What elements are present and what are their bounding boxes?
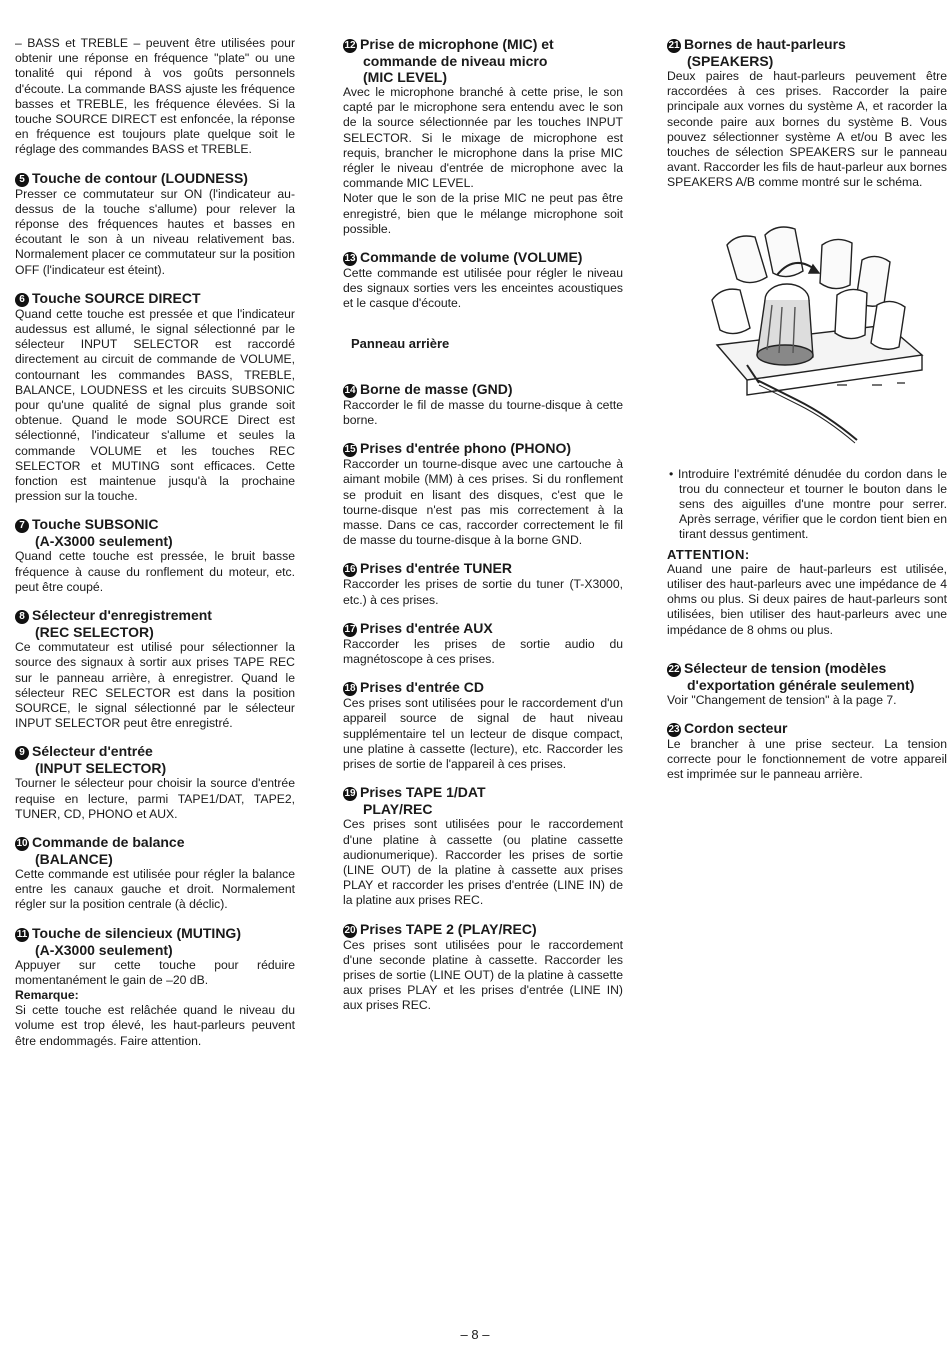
section-volume xyxy=(343,249,623,312)
section-note: Noter que le son de la prise MIC ne peut pas être enregistré, bien que le mélange microphone soit possible. xyxy=(343,191,623,236)
heading-text: Borne de masse (GND) xyxy=(360,380,513,397)
section-heading xyxy=(15,743,295,760)
heading-text: Sélecteur d'enregistrement xyxy=(32,607,212,624)
section-body: Ces prises sont utilisées pour le raccordement d'un appareil source de signal de haut niveau supplémentaire tel un lecteur de disque compact, une platine à cassette (lecture), etc. Raccorder les prises de sortie de l'appareil à ces prises. xyxy=(343,696,623,772)
section-heading xyxy=(15,925,295,942)
number-badge-icon: 7 xyxy=(15,519,29,533)
number-badge-icon: 12 xyxy=(344,40,356,51)
intro-paragraph: – BASS et TREBLE – peuvent être utilisées pour obtenir une réponse en fréquence "plate" ou une tonalité qui répond à vos goûts personnels d'écoute. La commande BASS ajuste les fréquence basses et TREBLE, les fréquence élevées. Si la touche SOURCE DIRECT est enfoncée, la réponse en fréquence est toujours plate quelque soit le réglage des commandes BASS et TREBLE. xyxy=(15,36,295,157)
section-balance xyxy=(15,834,295,913)
number-badge-icon: 20 xyxy=(344,924,356,936)
section-body: Raccorder un tourne-disque avec une cartouche à aimant mobile (MM) à ces prises. Si du ronflement se produit en lisant des disques, c'est que le tourne-disque n'est pas mis correctement à la masse. Dans ce cas, raccorder correctement le fil de masse du tourne-disque à la borne GND. xyxy=(343,457,623,548)
section-body: Avec le microphone branché à cette prise, le son capté par le microphone sera entendu avec le son de la source sélectionnée par les touches INPUT SELECTOR. Si le mixage de microphone est requis, brancher le microphone dans la prise MIC régler le niveau d'entrée de microphone avec la commande MIC LEVEL. xyxy=(343,85,623,191)
section-body: Le brancher à une prise secteur. La tension correcte pour le fonctionnement de votre appareil est imprimée sur le panneau arrière. xyxy=(667,737,947,782)
column-left xyxy=(15,36,295,1061)
heading-text: Prises TAPE 2 (PLAY/REC) xyxy=(360,920,537,937)
section-heading xyxy=(343,784,623,801)
section-subheading: PLAY/REC xyxy=(363,801,433,818)
section-voltage-selector xyxy=(667,660,947,708)
section-subheading: (A-X3000 seulement) xyxy=(35,941,173,958)
section-heading xyxy=(15,290,295,307)
number-badge-icon: 11 xyxy=(16,928,28,940)
section-heading xyxy=(343,560,623,577)
heading-text: Prises d'entrée phono (PHONO) xyxy=(360,440,572,457)
section-body: Raccorder les prises de sortie du tuner (T-X3000, etc.) à ces prises. xyxy=(343,577,623,607)
section-input-selector xyxy=(15,743,295,822)
intro-block xyxy=(15,36,295,158)
section-heading xyxy=(15,170,295,187)
section-subheading: (REC SELECTOR) xyxy=(35,624,154,641)
section-body: Quand cette touche est pressée, le bruit basse fréquence à cause du ronflement du moteur, etc. peut être coupé. xyxy=(15,549,295,594)
section-body: Voir "Changement de tension" à la page 7. xyxy=(667,692,897,707)
number-badge-icon: 22 xyxy=(668,663,680,675)
heading-text: Touche de contour (LOUDNESS) xyxy=(32,169,248,186)
heading-text: Cordon secteur xyxy=(684,720,788,737)
section-heading xyxy=(343,620,623,637)
remark-text: Si cette touche est relâchée quand le niveau du volume est trop élevé, les haut-parleurs peuvent être endommagés. Faire attention. xyxy=(15,1003,295,1048)
section-aux xyxy=(343,620,623,667)
section-gnd xyxy=(343,381,623,428)
number-badge-icon: 16 xyxy=(344,564,356,576)
number-badge-icon: 21 xyxy=(668,40,680,51)
section-subheading: d'exportation générale seulement) xyxy=(687,676,915,693)
column-middle xyxy=(343,36,623,1026)
section-heading xyxy=(343,679,623,696)
number-badge-icon: 13 xyxy=(344,253,356,265)
section-heading xyxy=(667,720,947,737)
section-body: Quand cette touche est pressée et que l'indicateur audessus est allumé, le signal sélectionné par le sélecteur INPUT SELECTOR est raccordé directement au circuit de commande de VOLUME, contournant les commandes BASS, TREBLE, BALANCE, LOUDNESS et les circuits SUBSONIC pour qu'une qualité de signal plus grande soit obtenue. Quand le mode SOURCE Direct est sélectionné, l'indicateur s'allume et seules la commande VOLUME et les touches REC SELECTOR et MUTING sont efficaces. Cette fonction est maintenue jusqu'à la prochaine pression sur la touche. xyxy=(15,306,295,504)
heading-text: Prises d'entrée AUX xyxy=(360,619,493,636)
section-rec-selector xyxy=(15,607,295,731)
section-heading xyxy=(343,381,623,398)
heading-text: Touche de silencieux (MUTING) xyxy=(32,924,241,941)
number-badge-icon: 8 xyxy=(15,610,29,624)
number-badge-icon: 9 xyxy=(15,746,29,760)
section-body: Presser ce commutateur sur ON (l'indicateur au-dessus de la touche s'allume) pour relever la réponse des fréquences hautes et basses en écoutant le son à un niveau relativement bas. Normalement placer ce commutateur sur la position OFF (l'indicateur est éteint). xyxy=(15,186,295,277)
heading-text: Prises d'entrée CD xyxy=(360,679,484,696)
section-cd xyxy=(343,679,623,772)
rear-panel-heading: Panneau arrière xyxy=(351,335,450,351)
section-body: Ce commutateur est utilisé pour sélectionner la source des signaux à sortir aux prises TAPE REC sur le panneau arrière, à enregistrer. Quand le sélecteur REC SELECTOR est dans la position SOURCE, le signal sélectionné par le sélecteur INPUT SELECTOR peut être enregistré. xyxy=(15,640,295,731)
section-subheading: (BALANCE) xyxy=(35,850,113,867)
heading-text: Prises TAPE 1/DAT xyxy=(360,784,486,801)
column-right xyxy=(667,36,947,795)
section-heading xyxy=(343,921,623,938)
section-muting xyxy=(15,925,295,1049)
section-heading xyxy=(15,516,295,533)
section-speakers xyxy=(667,36,947,191)
remark-label: Remarque: xyxy=(15,987,79,1002)
section-tape2 xyxy=(343,921,623,1014)
heading-text: Prise de microphone (MIC) et xyxy=(360,36,554,52)
page-number: – 8 – xyxy=(460,1327,490,1342)
section-phono xyxy=(343,440,623,548)
heading-text: Commande de volume (VOLUME) xyxy=(360,249,583,266)
section-subheading: commande de niveau micro xyxy=(363,53,548,69)
section-body: Raccorder le fil de masse du tourne-disque à cette borne. xyxy=(343,397,623,428)
number-badge-icon: 14 xyxy=(344,384,356,396)
number-badge-icon: 18 xyxy=(344,683,356,695)
section-heading xyxy=(667,660,947,677)
section-body: Ces prises sont utilisées pour le raccordement d'une platine à cassette (ou platine cassette audionumerique). Raccorder les prises de sortie (LINE OUT) de la platine à cassette aux prises PLAY et raccorder les prises d'entrée (LINE IN) de la platine aux prises REC. xyxy=(343,817,623,908)
heading-text: Prises d'entrée TUNER xyxy=(360,560,512,577)
section-source-direct xyxy=(15,290,295,505)
section-body: Raccorder les prises de sortie audio du magnétoscope à ces prises. xyxy=(343,636,623,667)
number-badge-icon: 10 xyxy=(16,837,28,849)
section-tape1 xyxy=(343,784,623,908)
section-subheading: (SPEAKERS) xyxy=(687,53,774,69)
heading-text: Touche SOURCE DIRECT xyxy=(32,289,201,306)
section-heading xyxy=(343,249,623,266)
heading-text: Touche SUBSONIC xyxy=(32,516,159,533)
section-subheading: (A-X3000 seulement) xyxy=(35,533,173,550)
heading-text: Sélecteur d'entrée xyxy=(32,743,153,760)
number-badge-icon: 17 xyxy=(344,623,356,635)
section-heading xyxy=(343,440,623,457)
section-power-cord xyxy=(667,720,947,783)
section-subheading: (MIC LEVEL) xyxy=(363,69,447,85)
heading-text: Sélecteur de tension (modèles xyxy=(684,659,887,676)
section-tuner xyxy=(343,560,623,607)
section-subheading: (INPUT SELECTOR) xyxy=(35,760,167,777)
heading-text: Bornes de haut-parleurs xyxy=(684,36,846,52)
number-badge-icon: 23 xyxy=(668,724,680,736)
number-badge-icon: 15 xyxy=(344,444,356,456)
number-badge-icon: 19 xyxy=(344,788,356,800)
instruction-bullet: • Introduire l'extrémité dénudée du cordon dans le trou du connecteur et tourner le bouton dans le sens des aiguilles d'une montre pour serrer. Après serrage, vérifier que le cordon tient bien en tirant dessus gentiment. xyxy=(669,466,947,542)
section-body: Ces prises sont utilisées pour le raccordement d'une seconde platine à cassette. Raccorder les prises de sortie (LINE OUT) de la platine à cassette aux prises PLAY et les prises d'entrée (LINE IN) aux prises REC. xyxy=(343,937,623,1013)
speaker-terminal-illustration xyxy=(687,205,927,445)
attention-text: Auand une paire de haut-parleurs est utilisée, utiliser des haut-parleurs avec une impédance de 4 ohms ou plus. Si deux paires de haut-parleurs sont utilisées, bien utiliser des haut-parleurs avec une impédance de 8 ohms ou plus. xyxy=(667,561,947,637)
section-heading xyxy=(15,607,295,624)
section-heading xyxy=(343,36,623,53)
section-body: Cette commande est utilisée pour régler le niveau des signaux sorties vers les enceintes acoustiques et le casque d'écoute. xyxy=(343,266,623,311)
heading-text: Commande de balance xyxy=(32,833,185,850)
section-loudness xyxy=(15,170,295,278)
section-body: Deux paires de haut-parleurs peuvement être raccordées à ces prises. Raccorder la paire principale aux vornes du système A, et racorder la seconde paire aux bornes du système B. Vous pouvez sélectionner système A et/ou B avec les touches de sélection SPEAKERS sur le panneau avant. Raccorder les fils de haut-parleur aux bornes SPEAKERS A/B comme montré sur le schéma. xyxy=(667,69,947,190)
section-subsonic xyxy=(15,516,295,595)
section-heading xyxy=(15,834,295,851)
section-body: Appuyer sur cette touche pour réduire momentanément le gain de –20 dB. xyxy=(15,957,295,987)
section-body: Tourner le sélecteur pour choisir la source d'entrée requise en lecture, parmi TAPE1/DAT, TAPE2, TUNER, CD, PHONO et AUX. xyxy=(15,776,295,821)
number-badge-icon: 6 xyxy=(15,293,29,307)
number-badge-icon: 5 xyxy=(15,173,29,187)
section-heading xyxy=(667,36,947,53)
section-body: Cette commande est utilisée pour régler la balance entre les canaux gauche et droit. Normalement régler sur la position centrale (à déclic). xyxy=(15,866,295,912)
section-mic xyxy=(343,36,623,237)
attention-label: ATTENTION: xyxy=(667,546,750,562)
instruction-block xyxy=(667,467,947,638)
